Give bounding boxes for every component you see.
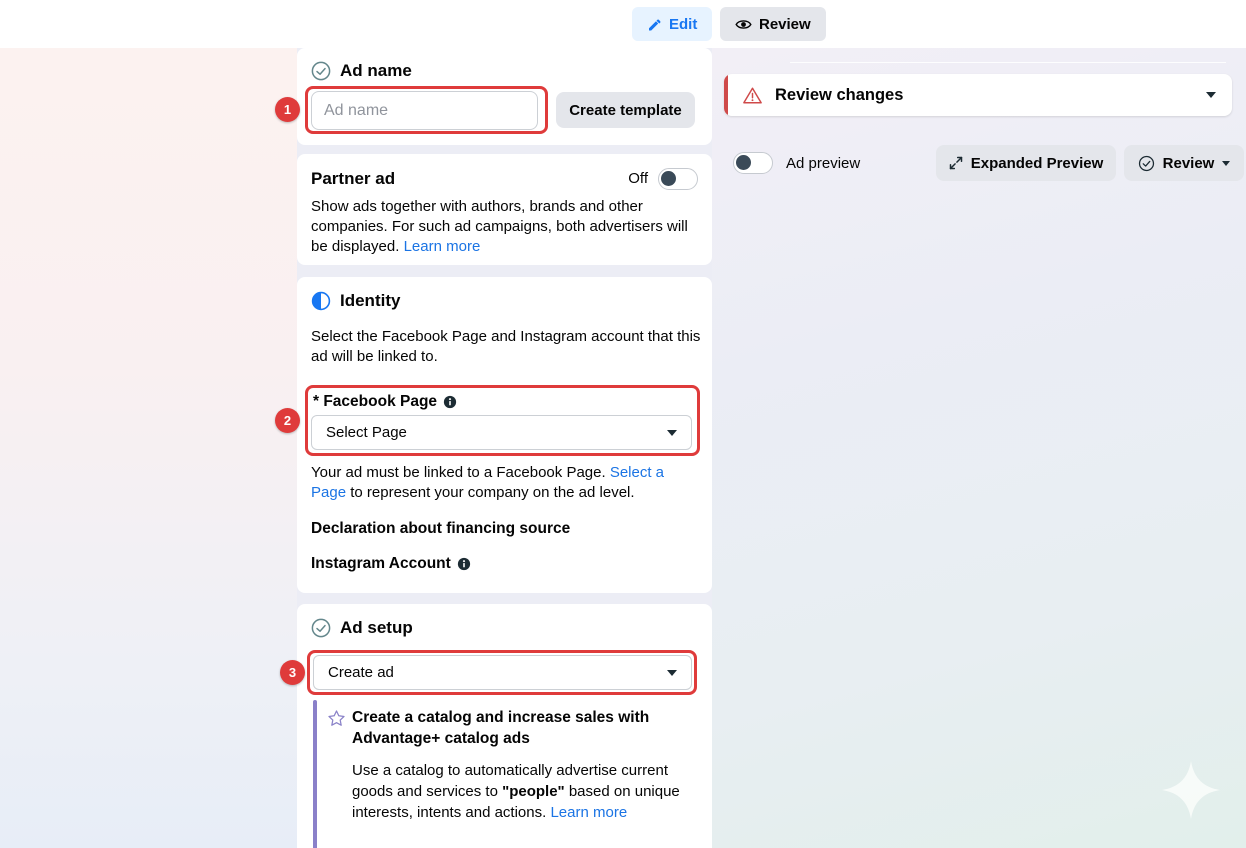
expand-arrows-icon [949, 156, 963, 170]
identity-description: Select the Facebook Page and Instagram account that this ad will be linked to. [311, 328, 701, 365]
tip-title: Create a catalog and increase sales with Advantage+ catalog ads [352, 709, 650, 747]
right-background-panel [712, 48, 1246, 848]
facebook-page-field-label [313, 393, 457, 411]
tip-body-start: Use a catalog to automatically advertise current goods and services to [352, 762, 668, 800]
identity-half-circle-icon [311, 291, 331, 311]
badge-number: 1 [283, 102, 292, 117]
star-icon [327, 709, 346, 728]
facebook-page-help-text [311, 463, 701, 503]
left-background-panel [0, 48, 297, 848]
instagram-account-label [311, 555, 471, 573]
select-a-page-link[interactable]: Select a Page [311, 464, 665, 501]
tip-body [352, 760, 694, 823]
partner-ad-card [297, 154, 712, 265]
facebook-page-select-value: Select Page [326, 424, 407, 441]
ad-preview-toggle[interactable] [733, 152, 773, 174]
help-text-suffix: to represent your company on the ad level. [350, 484, 635, 501]
warning-stripe [724, 74, 728, 116]
eye-icon [735, 18, 752, 31]
info-icon[interactable] [457, 557, 471, 571]
facebook-page-select[interactable] [311, 415, 692, 450]
annotation-badge-1 [275, 97, 300, 122]
review-changes-title: Review changes [775, 85, 904, 104]
partner-ad-title: Partner ad [311, 169, 396, 188]
tip-body-bold: "people" [502, 783, 565, 800]
ad-preview-row [733, 145, 1233, 181]
edit-button[interactable] [632, 7, 712, 41]
partner-ad-learn-more-link[interactable]: Learn more [403, 238, 481, 255]
ad-preview-label: Ad preview [786, 154, 861, 172]
review-changes-bar[interactable] [724, 74, 1232, 116]
badge-number: 2 [283, 413, 292, 428]
annotation-badge-2 [275, 408, 300, 433]
create-template-label: Create template [569, 101, 682, 119]
chevron-down-icon [1222, 161, 1230, 166]
ad-setup-title: Ad setup [340, 618, 413, 637]
pencil-icon [647, 17, 662, 32]
review-dropdown-label: Review [1162, 154, 1215, 172]
review-mode-button-label: Review [759, 15, 811, 33]
create-template-button[interactable] [556, 92, 695, 128]
partner-ad-toggle[interactable] [658, 168, 698, 190]
ad-name-title: Ad name [340, 61, 412, 80]
check-circle-icon [1138, 155, 1155, 172]
help-text-prefix: Your ad must be linked to a Facebook Page. [311, 464, 606, 481]
chevron-down-icon [667, 430, 677, 436]
declaration-label-text: Declaration about financing source [311, 520, 571, 537]
edit-button-label: Edit [669, 15, 698, 33]
declaration-label [311, 520, 570, 538]
ad-name-input[interactable] [311, 91, 538, 130]
toggle-knob [661, 171, 676, 186]
check-circle-icon [311, 61, 331, 81]
facebook-page-label-text: * Facebook Page [313, 393, 438, 410]
identity-title: Identity [340, 291, 401, 310]
expanded-preview-button[interactable] [936, 145, 1116, 181]
ai-sparkle-icon [1162, 760, 1220, 825]
partner-ad-toggle-state: Off [628, 170, 648, 187]
top-toolbar [0, 0, 1246, 48]
identity-card [283, 277, 712, 593]
annotation-badge-3 [280, 660, 305, 685]
chevron-down-icon[interactable] [1206, 92, 1216, 98]
warning-triangle-icon [742, 86, 763, 105]
chevron-down-icon [667, 670, 677, 676]
review-mode-button[interactable] [720, 7, 826, 41]
check-circle-icon [311, 618, 331, 638]
badge-number: 3 [288, 665, 297, 680]
instagram-label-text: Instagram Account [311, 555, 451, 572]
tip-accent-bar [313, 700, 317, 848]
info-icon[interactable] [443, 395, 457, 409]
tip-learn-more-link[interactable]: Learn more [550, 804, 628, 821]
ad-setup-select-value: Create ad [328, 664, 394, 681]
ad-name-card [283, 48, 712, 145]
tip-body-end: based on unique interests, intents and actions. [352, 783, 680, 821]
partner-ad-description-text: Show ads together with authors, brands and other companies. For such ad campaigns, both advertisers will be displayed. [311, 198, 688, 255]
ad-setup-card [288, 604, 712, 848]
expanded-preview-label: Expanded Preview [970, 154, 1104, 172]
partner-ad-description [311, 197, 696, 257]
main-settings-column [283, 48, 712, 848]
review-dropdown-button[interactable] [1124, 145, 1244, 181]
ad-setup-select[interactable] [313, 655, 692, 690]
toggle-knob [736, 155, 751, 170]
panel-divider [790, 62, 1226, 63]
